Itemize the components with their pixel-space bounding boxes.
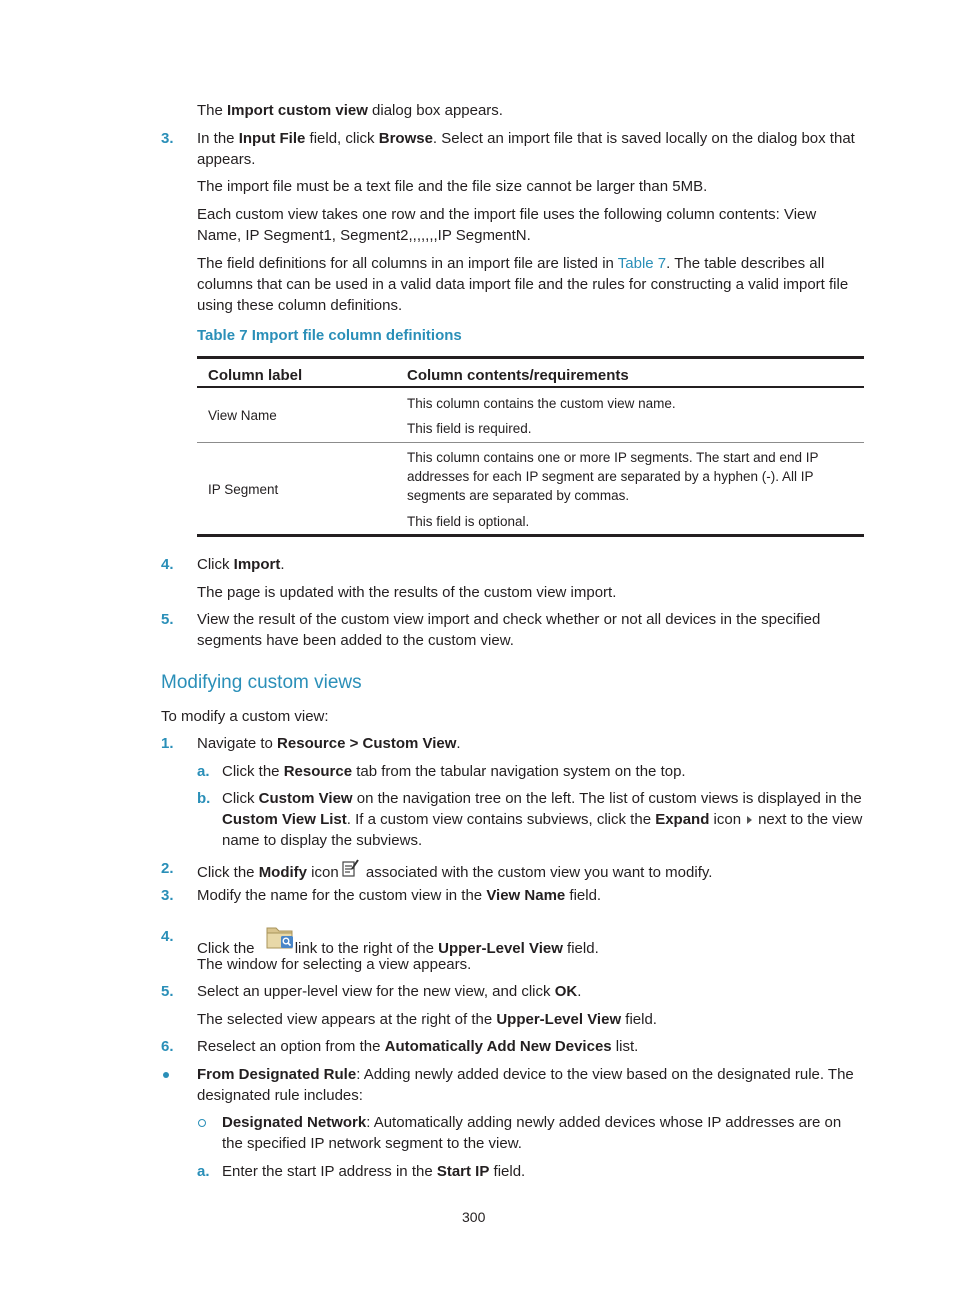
row-format-paragraph: Each custom view takes one row and the import file uses the following column contents: View [197,206,817,223]
step-number: 4. [161,928,174,945]
column-header-label: Column label [208,367,303,384]
modify-step-1: Navigate to Resource > Custom View. [197,735,461,752]
table-bottom-rule [197,534,864,537]
modify-step-6: Reselect an option from the Automatically Add New Devices list. [197,1038,639,1055]
section-intro: To modify a custom view: [161,708,329,725]
column-header-contents: Column contents/requirements [407,367,629,384]
table-cell-contents: segments are separated by commas. [407,488,630,503]
step-3-text-cont: appears. [197,151,256,168]
file-size-paragraph: The import file must be a text file and the file size cannot be larger than 5MB. [197,178,708,195]
page-number: 300 [462,1209,486,1225]
bullet-dot [163,1072,169,1078]
modify-substep-a: Click the Resource tab from the tabular navigation system on the top. [222,763,686,780]
modify-icon [342,858,360,884]
table-caption: Table 7 Import file column definitions [197,327,462,344]
table-header-rule [197,386,864,388]
table-cell-contents: This field is optional. [407,514,530,529]
bullet-designated-rule-cont: designated rule includes: [197,1087,363,1104]
sub-bullet-designated-network-cont: the specified IP network segment to the view. [222,1135,522,1152]
table-row-divider [197,442,864,443]
sub-bullet-designated-network: Designated Network: Automatically adding newly added devices whose IP addresses are on [222,1114,842,1131]
step-number: 3. [161,130,174,147]
modify-step-2: Click the Modify icon associated with the custom view you want to modify. [197,858,712,888]
modify-step-5-result: The selected view appears at the right of the Upper-Level View field. [197,1011,657,1028]
table-cell-contents: This column contains one or more IP segments. The start and end IP [407,450,819,465]
sub-bullet-circle [198,1119,206,1127]
table-cell-contents: This column contains the custom view name. [407,396,676,411]
table-cell-contents: This field is required. [407,421,532,436]
expand-triangle-icon [747,816,752,824]
step-number: 5. [161,983,174,1000]
step-5-text: View the result of the custom view import and check whether or not all devices in the specified [197,611,821,628]
step-4-result: The page is updated with the results of the custom view import. [197,584,617,601]
step-number: 5. [161,611,174,628]
dialog-appears-text: The Import custom view dialog box appears. [197,102,503,119]
step-4-text: Click Import. [197,556,285,573]
substep-letter: a. [197,1163,210,1180]
section-title: Modifying custom views [161,672,362,693]
modify-substep-b-cont: Custom View List. If a custom view contains subviews, click the Expand icon next to the view [222,811,863,828]
modify-step-5: Select an upper-level view for the new view, and click OK. [197,983,582,1000]
step-5-text-cont: segments have been added to the custom view. [197,632,514,649]
modify-step-3: Modify the name for the custom view in the View Name field. [197,887,602,904]
definitions-paragraph: The field definitions for all columns in an import file are listed in Table 7. The table describes all [197,255,825,272]
definitions-paragraph-cont2: using these column definitions. [197,297,403,314]
bullet-designated-rule: From Designated Rule: Adding newly added device to the view based on the designated rule. The [197,1066,854,1083]
modify-step-4: Click the link to the right of the Upper-Level View field. [197,926,599,972]
substep-letter: a. [197,763,210,780]
step-number: 2. [161,860,174,877]
definitions-paragraph-cont: columns that can be used in a valid data import file and the rules for constructing a valid import file [197,276,849,293]
start-ip-substep: Enter the start IP address in the Start IP field. [222,1163,526,1180]
step-number: 3. [161,887,174,904]
modify-step-4-result: The window for selecting a view appears. [197,956,472,973]
step-number: 6. [161,1038,174,1055]
modify-substep-b: Click Custom View on the navigation tree on the left. The list of custom views is displayed in the [222,790,862,807]
table-7-link[interactable]: Table 7 [617,255,667,272]
table-top-rule [197,356,864,359]
table-cell-label: View Name [208,408,277,423]
step-number: 4. [161,556,174,573]
step-number: 1. [161,735,174,752]
step-3-text: In the Input File field, click Browse. Select an import file that is saved locally on the dialog box that [197,130,855,147]
folder-search-icon [265,922,295,958]
table-cell-contents: addresses for each IP segment are separated by a hyphen (-). All IP [407,469,814,484]
modify-substep-b-cont2: name to display the subviews. [222,832,423,849]
substep-letter: b. [197,790,211,807]
table-cell-label: IP Segment [208,482,279,497]
row-format-paragraph-cont: Name, IP Segment1, Segment2,,,,,,,IP SegmentN. [197,227,531,244]
